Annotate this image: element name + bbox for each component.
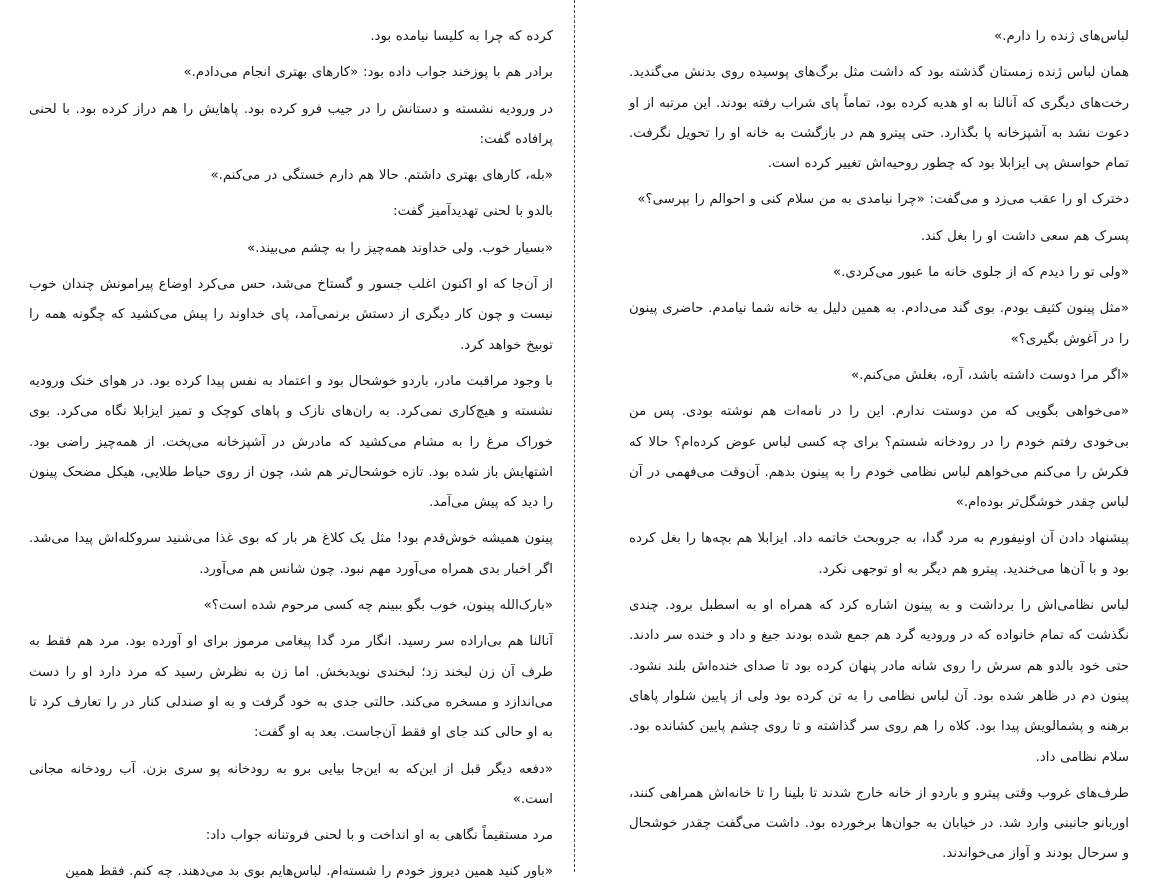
paragraph: کرده که چرا به کلیسا نیامده بود. xyxy=(370,29,553,44)
paragraph: بالدو با لحنی تهدیدآمیز گفت: xyxy=(393,204,553,220)
paragraph: «دفعه دیگر قبل از این‌که به این‌جا بیایی برو به رودخانه پو سری بزن. آب رودخانه مجانی است.» xyxy=(29,761,553,807)
paragraph: لباس نظامی‌اش را برداشت و به پینون اشاره کرد که همراه او به اسطبل برود. چندی نگذشت که تمام خانواده که در ورودیه گرد هم جمع شده بودند جیغ و داد و خنده سر دادند. حتی خود بالدو هم سرش را روی شانه مادر پنهان کرده بود تا صدای خنده‌اش بلند نشود. پینون دم در ظاهر شده بود. آن لباس نظامی را به تن کرده بود ولی از پایین شلوار پاهای برهنه و پشمالویش پیدا بود. کلاه را هم روی سر گذاشته و تا روی چشم پایین کشانده بود. سلام نظامی داد. xyxy=(629,598,1129,765)
paragraph: «بسیار خوب. ولی خداوند همه‌چیز را به چشم می‌بیند.» xyxy=(247,240,553,256)
paragraph: پیشنهاد دادن آن اونیفورم به مرد گدا، به جروبحث خاتمه داد. ایزابلا هم بچه‌ها را بغل کرده بود و با آن‌ها می‌خندید. پیترو هم دیگر به او توجهی نکرد. xyxy=(629,531,1129,577)
paragraph: همان لباس ژنده زمستان گذشته بود که داشت مثل برگ‌های پوسیده روی بدنش می‌گندید. رخت‌های دیگری که آنالنا به او هدیه کرده بود، تماماً پای شراب رفته بودند. این مرتبه از او دعوت نشد به آشپزخانه پا بگذارد. حتی پیترو هم در بازگشت به خانه او را تحویل نگرفت. تمام حواسش پی ایزابلا بود که چطور روحیه‌اش تغییر کرده است. xyxy=(629,65,1129,172)
paragraph: «ولی تو را دیدم که از جلوی خانه ما عبور می‌کردی.» xyxy=(832,265,1129,281)
paragraph: در ورودیه نشسته و دستانش را در جیب فرو کرده بود. پاهایش را هم دراز کرده بود. با لحنی پرافاده گفت: xyxy=(29,101,553,147)
paragraph: «باور کنید همین دیروز خودم را شسته‌ام. لباس‌هایم بوی بد می‌دهند. چه کنم. فقط همین xyxy=(65,864,553,880)
paragraph: با وجود مراقبت مادر، باردو خوشحال بود و اعتماد به نفس پیدا کرده بود. در هوای خنک ورودیه نشسته و هیچ‌کاری نمی‌کرد. به ران‌های نازک و پاهای کوچک و تمیز ایزابلا نگاه می‌کرد. بوی خوراک مرغ را به مشام می‌کشید که مادرش در آشپزخانه می‌پخت. از همه‌چیز راضی بود. اشتهایش باز شده بود. تازه خوشحال‌تر هم شد، چون از روی حیاط طلایی، هیکل مضحک پینون را دید که پیش می‌آمد. xyxy=(29,373,553,511)
paragraph: «بارک‌الله پینون، خوب بگو ببینم چه کسی مرحوم شده است؟» xyxy=(203,598,553,614)
page-fold-divider xyxy=(574,0,575,872)
paragraph: طرف‌های غروب وقتی پیترو و باردو از خانه خارج شدند تا بلینا را تا خانه‌اش همراهی کنند، اوربانو جانبنی وارد شد. در خیابان به جوان‌ها برخورده بود. داشت می‌گفت چقدر خوشحال و سرحال بودند و آواز می‌خواندند. xyxy=(629,785,1129,862)
paragraph: «بله، کارهای بهتری داشتم. حالا هم دارم خستگی در می‌کنم.» xyxy=(210,168,553,184)
paragraph: از آن‌جا که او اکنون اغلب جسور و گستاخ می‌شد، حس می‌کرد اوضاع پیرامونش چندان خوب نیست و چون کار دیگری از دستش برنمی‌آمد، پای خداوند را پیش می‌کشید که چگونه همه را توبیخ خواهد کرد. xyxy=(29,277,553,353)
paragraph: پینون همیشه خوش‌قدم بود! مثل یک کلاغ هر بار که بوی غذا می‌شنید سروکله‌اش پیدا می‌شد. اگر اخبار بدی همراه می‌آورد مهم نبود. چون شانس هم می‌آورد. xyxy=(29,531,553,577)
left-page xyxy=(29,22,553,894)
paragraph: «اگر مرا دوست داشته باشد، آره، بغلش می‌کنم.» xyxy=(851,367,1129,383)
paragraph: پسرک هم سعی داشت او را بغل کند. xyxy=(920,228,1129,244)
paragraph: آنالنا هم بی‌اراده سر رسید. انگار مرد گدا پیغامی مرموز برای او آورده بود. مرد هم فقط به طرف آن زن لبخند زد؛ لبخندی نویدبخش. اما زن به نظرش رسید که مرد دارد او را دست می‌اندازد و مسخره می‌کند. حالتی جدی به خود گرفت و به او صندلی کنار در را تعارف کرد تا به او حالی کند جای او فقط آن‌جاست. بعد به او گفت: xyxy=(29,634,553,741)
paragraph: مرد مستقیماً نگاهی به او انداخت و با لحنی فروتنانه جواب داد: xyxy=(205,828,553,844)
right-page xyxy=(629,22,1129,876)
paragraph: «مثل پینون کثیف بودم. بوی گند می‌دادم. به همین دلیل به خانه شما نیامدم. حاضری پینون را در آغوش بگیری؟» xyxy=(629,301,1129,347)
paragraph: برادر هم با پوزخند جواب داده بود: «کارهای بهتری انجام می‌دادم.» xyxy=(183,65,553,81)
paragraph: دخترک او را عقب می‌زد و می‌گفت: «چرا نیامدی به من سلام کنی و احوالم را بپرسی؟» xyxy=(637,192,1129,208)
paragraph: «می‌خواهی بگویی که من دوستت ندارم. این را در نامه‌ات هم نوشته بودی. پس من بی‌خودی رفتم خودم را در رودخانه شستم؟ برای چه کسی لباس عوض کرده‌ام؟ حالا که فکرش را می‌کنم می‌خواهم لباس نظامی خودم را به پینون بدهم. آن‌وقت می‌فهمی در آن لباس چقدر خوشگل‌تر بوده‌ام.» xyxy=(629,404,1129,511)
paragraph: لباس‌های ژنده را دارم.» xyxy=(994,29,1129,44)
